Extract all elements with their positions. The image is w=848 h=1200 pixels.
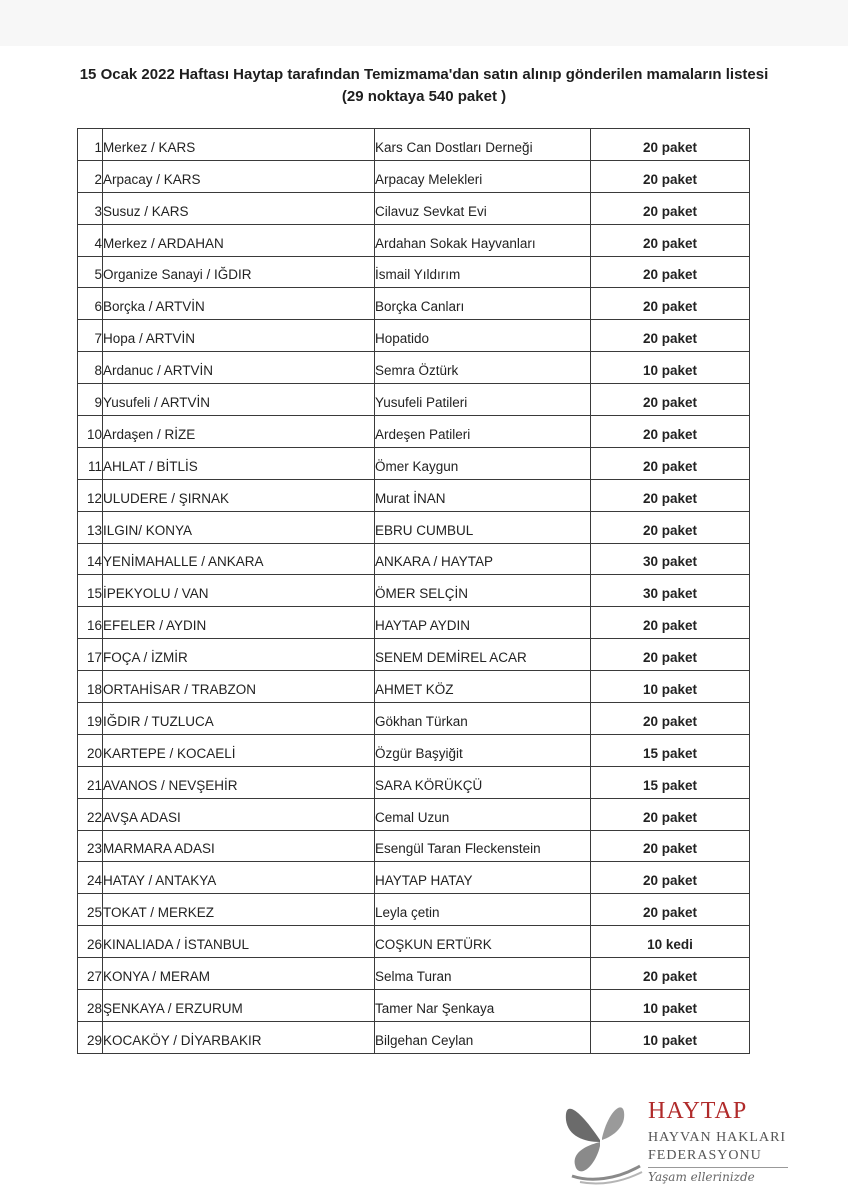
table-row xyxy=(78,447,750,479)
row-number: 7 xyxy=(78,320,103,352)
table-row xyxy=(78,575,750,607)
row-location: Merkez / KARS xyxy=(103,129,375,161)
row-recipient: EBRU CUMBUL xyxy=(375,511,591,543)
row-location: ORTAHİSAR / TRABZON xyxy=(103,671,375,703)
row-recipient: Borçka Canları xyxy=(375,288,591,320)
table-row xyxy=(78,703,750,735)
row-quantity: 20 paket xyxy=(591,958,750,990)
row-location: Arpacay / KARS xyxy=(103,160,375,192)
row-recipient: Ardeşen Patileri xyxy=(375,416,591,448)
row-number: 11 xyxy=(78,447,103,479)
title-line-2: (29 noktaya 540 paket ) xyxy=(341,88,507,105)
row-recipient: Leyla çetin xyxy=(375,894,591,926)
row-number: 19 xyxy=(78,703,103,735)
row-quantity: 15 paket xyxy=(591,734,750,766)
page-top-band xyxy=(0,0,848,46)
row-recipient: Tamer Nar Şenkaya xyxy=(375,990,591,1022)
row-recipient: Özgür Başyiğit xyxy=(375,734,591,766)
row-quantity: 20 paket xyxy=(591,830,750,862)
row-quantity: 10 paket xyxy=(591,352,750,384)
row-location: KINALIADA / İSTANBUL xyxy=(103,926,375,958)
table-row xyxy=(78,671,750,703)
row-location: AVŞA ADASI xyxy=(103,798,375,830)
row-quantity: 15 paket xyxy=(591,766,750,798)
row-quantity: 20 paket xyxy=(591,639,750,671)
row-quantity: 20 paket xyxy=(591,384,750,416)
page-title xyxy=(0,64,848,108)
row-quantity: 20 paket xyxy=(591,703,750,735)
row-number: 27 xyxy=(78,958,103,990)
row-number: 2 xyxy=(78,160,103,192)
row-recipient: Selma Turan xyxy=(375,958,591,990)
row-quantity: 10 kedi xyxy=(591,926,750,958)
row-recipient: Murat İNAN xyxy=(375,479,591,511)
table-row xyxy=(78,256,750,288)
row-number: 18 xyxy=(78,671,103,703)
row-number: 12 xyxy=(78,479,103,511)
row-location: ULUDERE / ŞIRNAK xyxy=(103,479,375,511)
row-number: 20 xyxy=(78,734,103,766)
row-number: 28 xyxy=(78,990,103,1022)
row-recipient: SARA KÖRÜKÇÜ xyxy=(375,766,591,798)
row-recipient: HAYTAP AYDIN xyxy=(375,607,591,639)
row-location: HATAY / ANTAKYA xyxy=(103,862,375,894)
row-location: YENİMAHALLE / ANKARA xyxy=(103,543,375,575)
row-quantity: 30 paket xyxy=(591,575,750,607)
logo-subtitle-1: HAYVAN HAKLARI xyxy=(648,1130,787,1145)
row-location: MARMARA ADASI xyxy=(103,830,375,862)
row-recipient: Ömer Kaygun xyxy=(375,447,591,479)
table-row xyxy=(78,639,750,671)
row-location: Organize Sanayi / IĞDIR xyxy=(103,256,375,288)
row-location: KONYA / MERAM xyxy=(103,958,375,990)
row-quantity: 20 paket xyxy=(591,447,750,479)
row-number: 6 xyxy=(78,288,103,320)
row-recipient: AHMET KÖZ xyxy=(375,671,591,703)
row-location: Borçka / ARTVİN xyxy=(103,288,375,320)
row-recipient: Esengül Taran Fleckenstein xyxy=(375,830,591,862)
table-row xyxy=(78,1021,750,1053)
table-row xyxy=(78,160,750,192)
row-number: 3 xyxy=(78,192,103,224)
row-number: 1 xyxy=(78,129,103,161)
row-location: ILGIN/ KONYA xyxy=(103,511,375,543)
row-number: 26 xyxy=(78,926,103,958)
row-quantity: 20 paket xyxy=(591,224,750,256)
row-recipient: ÖMER SELÇİN xyxy=(375,575,591,607)
row-quantity: 10 paket xyxy=(591,671,750,703)
row-location: TOKAT / MERKEZ xyxy=(103,894,375,926)
row-quantity: 20 paket xyxy=(591,256,750,288)
row-recipient: Bilgehan Ceylan xyxy=(375,1021,591,1053)
table-row xyxy=(78,192,750,224)
row-recipient: ANKARA / HAYTAP xyxy=(375,543,591,575)
row-recipient: COŞKUN ERTÜRK xyxy=(375,926,591,958)
row-number: 9 xyxy=(78,384,103,416)
row-number: 25 xyxy=(78,894,103,926)
row-recipient: İsmail Yıldırım xyxy=(375,256,591,288)
row-recipient: Cemal Uzun xyxy=(375,798,591,830)
row-quantity: 20 paket xyxy=(591,862,750,894)
row-recipient: Kars Can Dostları Derneği xyxy=(375,129,591,161)
row-recipient: SENEM DEMİREL ACAR xyxy=(375,639,591,671)
table-row xyxy=(78,990,750,1022)
row-number: 8 xyxy=(78,352,103,384)
row-number: 24 xyxy=(78,862,103,894)
row-quantity: 10 paket xyxy=(591,1021,750,1053)
table-row xyxy=(78,862,750,894)
row-recipient: Arpacay Melekleri xyxy=(375,160,591,192)
row-number: 29 xyxy=(78,1021,103,1053)
row-recipient: Ardahan Sokak Hayvanları xyxy=(375,224,591,256)
row-number: 14 xyxy=(78,543,103,575)
row-quantity: 10 paket xyxy=(591,990,750,1022)
row-quantity: 20 paket xyxy=(591,798,750,830)
row-quantity: 20 paket xyxy=(591,160,750,192)
row-location: İPEKYOLU / VAN xyxy=(103,575,375,607)
row-number: 13 xyxy=(78,511,103,543)
table-row xyxy=(78,607,750,639)
table-row xyxy=(78,926,750,958)
row-location: Yusufeli / ARTVİN xyxy=(103,384,375,416)
row-number: 22 xyxy=(78,798,103,830)
table-row xyxy=(78,288,750,320)
row-number: 23 xyxy=(78,830,103,862)
row-number: 4 xyxy=(78,224,103,256)
row-location: ŞENKAYA / ERZURUM xyxy=(103,990,375,1022)
row-quantity: 20 paket xyxy=(591,479,750,511)
row-recipient: Semra Öztürk xyxy=(375,352,591,384)
table-row xyxy=(78,479,750,511)
row-location: Hopa / ARTVİN xyxy=(103,320,375,352)
row-location: IĞDIR / TUZLUCA xyxy=(103,703,375,735)
row-quantity: 20 paket xyxy=(591,607,750,639)
row-quantity: 20 paket xyxy=(591,129,750,161)
row-location: Susuz / KARS xyxy=(103,192,375,224)
shipment-table xyxy=(77,128,750,1054)
row-quantity: 20 paket xyxy=(591,416,750,448)
row-number: 17 xyxy=(78,639,103,671)
row-location: Ardaşen / RİZE xyxy=(103,416,375,448)
table-row xyxy=(78,798,750,830)
row-quantity: 30 paket xyxy=(591,543,750,575)
logo-slogan: Yaşam ellerinizde xyxy=(648,1170,755,1184)
row-location: KARTEPE / KOCAELİ xyxy=(103,734,375,766)
title-line-1: 15 Ocak 2022 Haftası Haytap tarafından Temizmama'dan satın alınıp gönderilen mamaların listesi xyxy=(79,66,769,83)
row-location: EFELER / AYDIN xyxy=(103,607,375,639)
row-location: AVANOS / NEVŞEHİR xyxy=(103,766,375,798)
table-row xyxy=(78,894,750,926)
table-row xyxy=(78,830,750,862)
logo-subtitle-2: FEDERASYONU xyxy=(648,1148,762,1163)
row-quantity: 20 paket xyxy=(591,192,750,224)
logo-brand-text: HAYTAP xyxy=(648,1098,748,1124)
row-location: Ardanuc / ARTVİN xyxy=(103,352,375,384)
row-number: 16 xyxy=(78,607,103,639)
haytap-logo xyxy=(560,1090,800,1190)
table-row xyxy=(78,129,750,161)
row-number: 5 xyxy=(78,256,103,288)
row-recipient: Cilavuz Sevkat Evi xyxy=(375,192,591,224)
row-location: FOÇA / İZMİR xyxy=(103,639,375,671)
table-row xyxy=(78,416,750,448)
row-quantity: 20 paket xyxy=(591,320,750,352)
row-quantity: 20 paket xyxy=(591,894,750,926)
row-quantity: 20 paket xyxy=(591,511,750,543)
row-recipient: Hopatido xyxy=(375,320,591,352)
row-location: KOCAKÖY / DİYARBAKIR xyxy=(103,1021,375,1053)
table-row xyxy=(78,543,750,575)
butterfly-hand-icon xyxy=(560,1090,646,1186)
table-row xyxy=(78,511,750,543)
row-location: AHLAT / BİTLİS xyxy=(103,447,375,479)
row-recipient: Yusufeli Patileri xyxy=(375,384,591,416)
table-row xyxy=(78,734,750,766)
row-recipient: HAYTAP HATAY xyxy=(375,862,591,894)
table-row xyxy=(78,352,750,384)
table-row xyxy=(78,958,750,990)
row-number: 10 xyxy=(78,416,103,448)
row-recipient: Gökhan Türkan xyxy=(375,703,591,735)
table-row xyxy=(78,224,750,256)
row-number: 15 xyxy=(78,575,103,607)
row-location: Merkez / ARDAHAN xyxy=(103,224,375,256)
shipment-table-body xyxy=(78,129,750,1054)
table-row xyxy=(78,384,750,416)
row-quantity: 20 paket xyxy=(591,288,750,320)
logo-divider xyxy=(648,1167,788,1168)
row-number: 21 xyxy=(78,766,103,798)
table-row xyxy=(78,320,750,352)
table-row xyxy=(78,766,750,798)
